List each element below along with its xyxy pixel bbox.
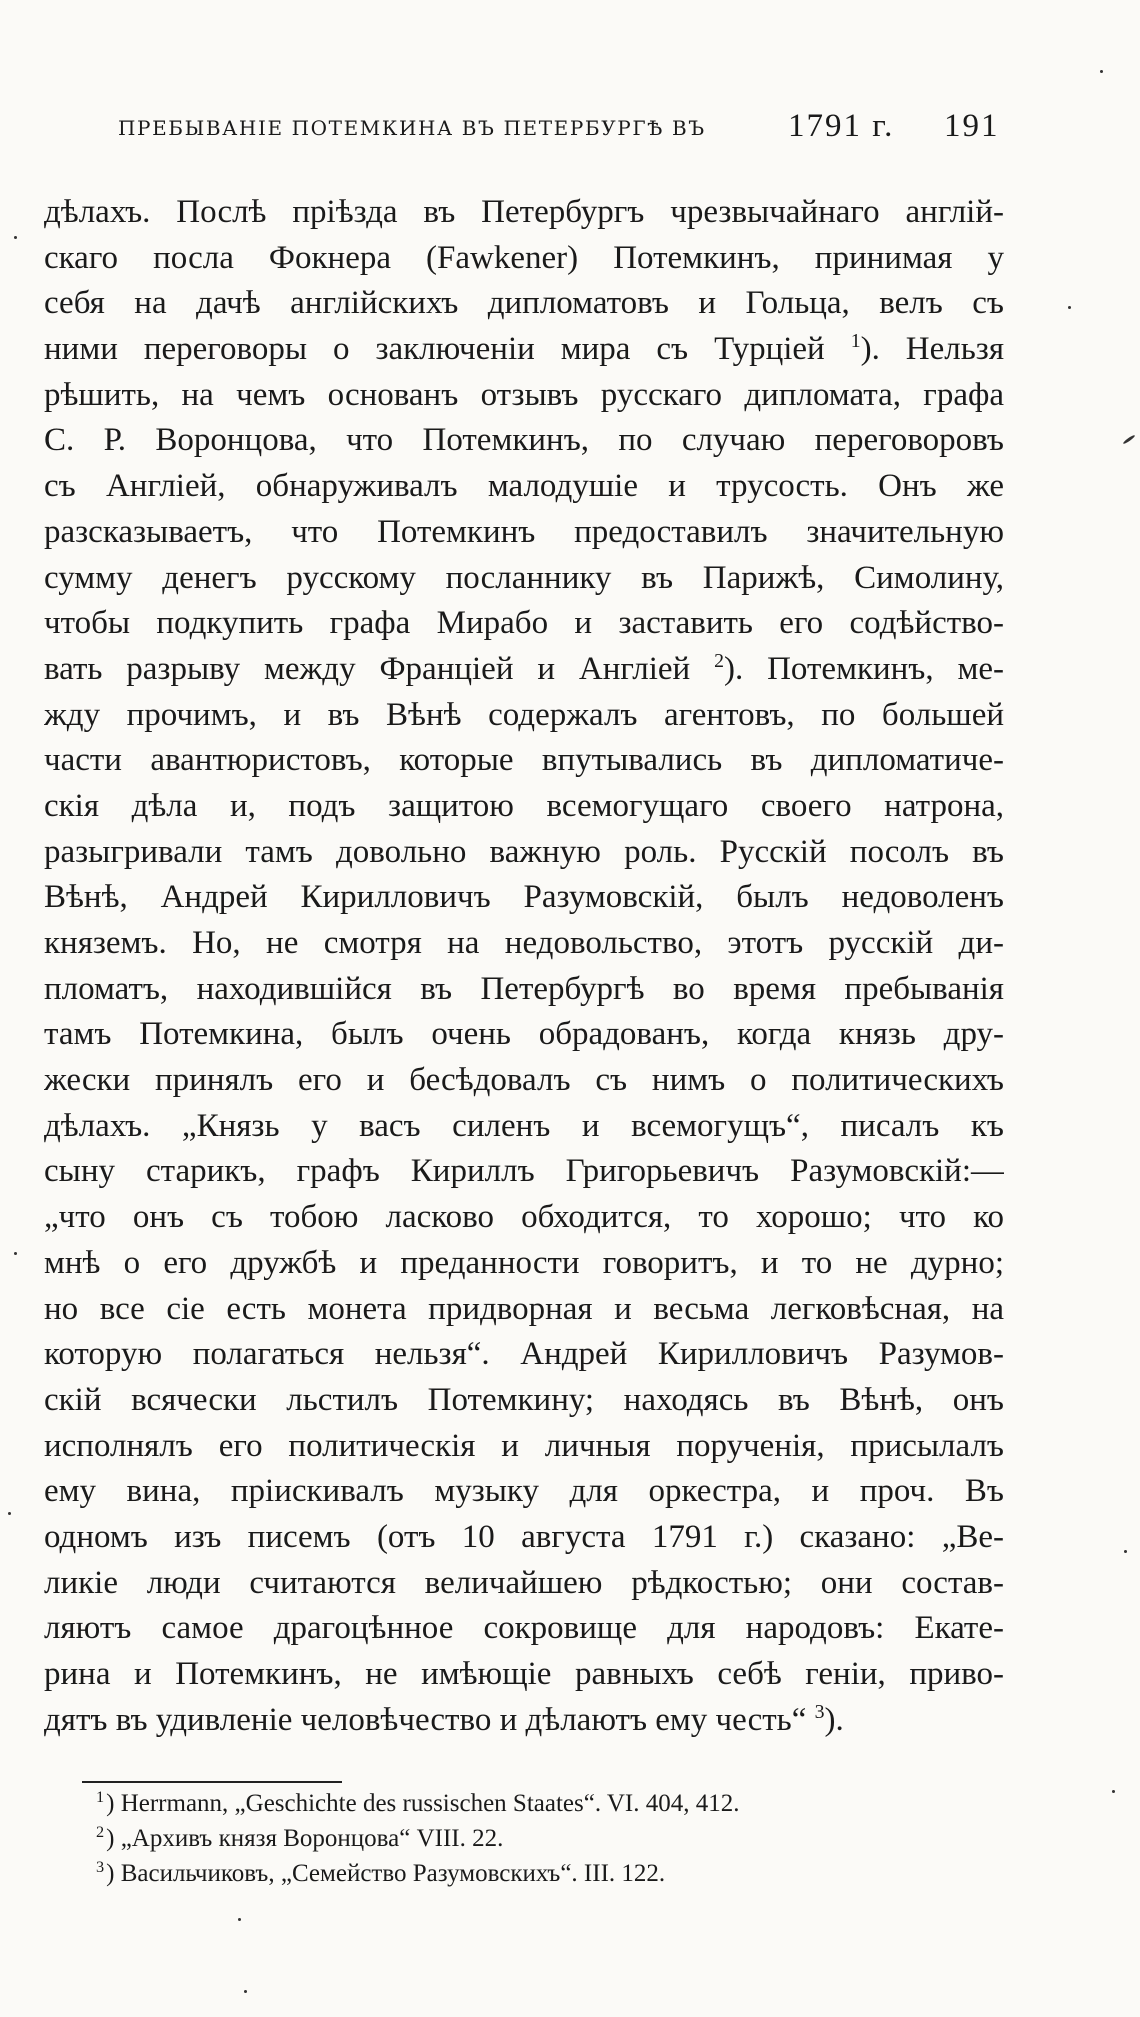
text-line: чтобы подкупить графа Мирабо и заставить его содѣйство- <box>44 605 1004 642</box>
scan-speck <box>1124 1550 1127 1553</box>
text-line: себя на дачѣ англійскихъ дипломатовъ и Гольца, велъ съ <box>44 285 1004 322</box>
scan-speck <box>8 1512 11 1515</box>
text-line: ляютъ самое драгоцѣнное сокровище для народовъ: Екате- <box>44 1610 1004 1647</box>
footnote <box>96 1856 956 1891</box>
text-line-tail: ). <box>824 1701 844 1738</box>
text-line: „что онъ съ тобою ласково обходится, то хорошо; что ко <box>44 1199 1004 1236</box>
running-header <box>118 108 1008 148</box>
scan-speck <box>244 1990 247 1993</box>
footnote-text: ) Herrmann, „Geschichte des russischen Staates“. VI. 404, 412. <box>106 1790 740 1817</box>
text-line: части авантюристовъ, которые впутывались въ дипломатиче- <box>44 742 1004 779</box>
scan-speck <box>238 1918 241 1921</box>
text-line: дѣлахъ. „Князь у васъ силенъ и всемогущъ“, писалъ къ <box>44 1107 1004 1144</box>
text-line-tail: ). Нельзя <box>860 331 1004 368</box>
text-line: рѣшить, на чемъ основанъ отзывъ русскаго дипломата, графа <box>44 376 1004 413</box>
footnote-ref-1: 1 <box>850 330 861 353</box>
body-text <box>44 190 1004 1743</box>
text-line: княземъ. Но, не смотря на недовольство, этотъ русскій ди- <box>44 925 1004 961</box>
text-line: скія дѣла и, подъ защитою всемогущаго своего натрона, <box>44 787 1004 824</box>
scan-speck <box>1112 1790 1115 1793</box>
scan-speck <box>1100 70 1103 73</box>
text-line-main: дятъ въ удивленіе человѣчество и дѣлаютъ ему честь“ <box>44 1701 807 1738</box>
text-line: исполнялъ его политическія и личныя порученія, присылалъ <box>44 1427 1004 1464</box>
page-number: 191 <box>944 108 1000 144</box>
scan-speck <box>14 236 17 239</box>
scan-speck <box>1068 306 1071 309</box>
text-line: но все сіе есть монета придворная и весьма легковѣсная, на <box>44 1290 1004 1327</box>
text-line: ему вина, пріискивалъ музыку для оркестра, и проч. Въ <box>44 1473 1004 1510</box>
text-line-main: ними переговоры о заключеніи мира съ Турціей <box>44 331 825 368</box>
text-line: Вѣнѣ, Андрей Кирилловичъ Разумовскій, былъ недоволенъ <box>44 879 1004 916</box>
text-line: съ Англіей, обнаруживалъ малодушіе и трусость. Онъ же <box>44 468 1004 505</box>
text-line: жески принялъ его и бесѣдовалъ съ нимъ о политическихъ <box>44 1062 1004 1099</box>
footnote-mark: 1 <box>96 1787 105 1806</box>
text-line: рина и Потемкинъ, не имѣющіе равныхъ себѣ геніи, приво- <box>44 1656 1004 1692</box>
running-title: ПРЕБЫВАНІЕ ПОТЕМКИНА ВЪ ПЕТЕРБУРГѢ ВЪ <box>118 116 706 140</box>
footnote-ref-3: 3 <box>814 1700 825 1723</box>
text-line: С. Р. Воронцова, что Потемкинъ, по случаю переговоровъ <box>44 422 1004 459</box>
text-line: сумму денегъ русскому посланнику въ Парижѣ, Симолину, <box>44 559 1004 596</box>
text-line: мнѣ о его дружбѣ и преданности говоритъ, и то не дурно; <box>44 1244 1004 1281</box>
text-line: разыгривали тамъ довольно важную роль. Русскій посолъ въ <box>44 833 1004 870</box>
scan-speck <box>14 1252 17 1255</box>
text-line: пломатъ, находившійся въ Петербургѣ во время пребыванія <box>44 970 1004 1007</box>
text-line: сыну старикъ, графъ Кириллъ Григорьевичъ Разумовскій:— <box>44 1153 1004 1190</box>
text-line-tail: ). Потемкинъ, ме- <box>723 650 1004 687</box>
text-line: дѣлахъ. Послѣ пріѣзда въ Петербургъ чрезвычайнаго англій- <box>44 194 1004 230</box>
text-line: которую полагаться нельзя“. Андрей Кирилловичъ Разумов- <box>44 1336 1004 1373</box>
text-line: ликіе люди считаются величайшею рѣдкостью; они состав- <box>44 1564 1004 1601</box>
text-line <box>44 327 1004 373</box>
text-line <box>44 647 1004 693</box>
text-line: жду прочимъ, и въ Вѣнѣ содержалъ агентовъ, по большей <box>44 696 1004 733</box>
scan-speck <box>1122 434 1135 444</box>
text-line: скій всячески льстилъ Потемкину; находясь въ Вѣнѣ, онъ <box>44 1381 1004 1418</box>
footnote-mark: 2 <box>96 1822 105 1841</box>
footnote-text: ) Васильчиковъ, „Семейство Разумовскихъ“. III. 122. <box>106 1860 666 1887</box>
footnotes <box>96 1786 956 1891</box>
footnote <box>96 1786 956 1821</box>
footnote-ref-2: 2 <box>714 649 724 672</box>
footnote-text: ) „Архивъ князя Воронцова“ VIII. 22. <box>106 1825 504 1852</box>
text-line-main: вать разрыву между Франціей и Англіей <box>44 650 691 687</box>
running-year: 1791 г. <box>788 108 895 144</box>
footnote-divider <box>82 1781 342 1783</box>
footnote <box>96 1821 956 1856</box>
text-line: разсказываетъ, что Потемкинъ предоставилъ значительную <box>44 513 1004 550</box>
text-line: тамъ Потемкина, былъ очень обрадованъ, когда князь дру- <box>44 1016 1004 1053</box>
footnote-mark: 3 <box>96 1857 105 1876</box>
text-line: одномъ изъ писемъ (отъ 10 августа 1791 г.) сказано: „Ве- <box>44 1518 1004 1555</box>
text-line <box>44 1698 1004 1744</box>
text-line: скаго посла Фокнера (Fawkener) Потемкинъ, принимая у <box>44 239 1004 276</box>
